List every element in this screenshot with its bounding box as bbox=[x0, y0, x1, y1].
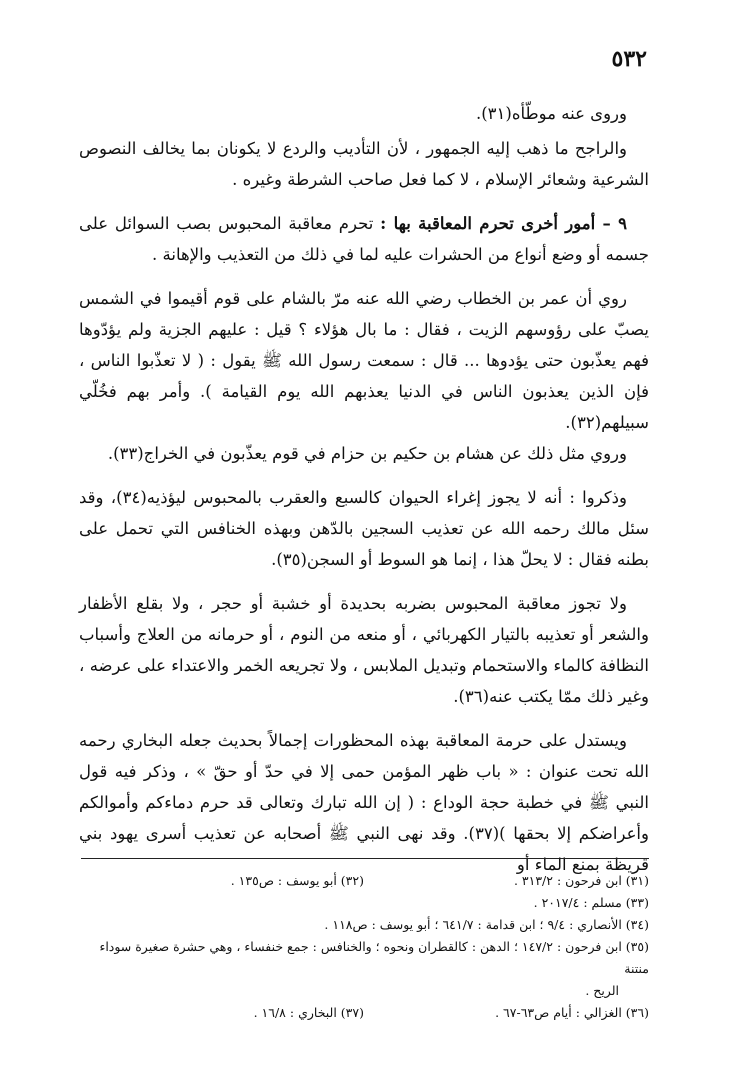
footnote-33: (٣٣) مسلم : ٢٠١٧/٤ . bbox=[533, 895, 649, 910]
paragraph: روي أن عمر بن الخطاب رضي الله عنه مرّ بالشام على قوم أقيموا في الشمس يصبّ على رؤوسهم الزيت ، فقال : ما بال هؤلاء ؟ قيل : عليهم الجزية ولم يؤدّوها فهم يعذّبون حتى يؤدوها ... قال : سمعت رسول الله ﷺ يقول : ( لا تعذّبوا الناس ، فإن الذين يعذبون الناس في الدنيا يعذبهم الله يوم القيامة ). وأمر بهم فخُلّي سبيلهم(٣٢). bbox=[79, 289, 649, 432]
footnote-34: (٣٤) الأنصاري : ٩/٤ ؛ ابن قدامة : ٦٤١/٧ ؛ أبو يوسف : ص١١٨ . bbox=[324, 917, 649, 932]
footnote-divider bbox=[81, 858, 649, 859]
paragraph-with-heading bbox=[79, 208, 649, 270]
footnote-35: (٣٥) ابن فرحون : ١٤٧/٢ ؛ الدهن : كالقطران ونحوه ؛ والخنافس : جمع خنفساء ، وهي حشرة صغيرة سوداء منتنة bbox=[99, 939, 649, 976]
paragraph: ويستدل على حرمة المعاقبة بهذه المحظورات إجمالاً بحديث جعله البخاري رحمه الله تحت عنوان : « باب ظهر المؤمن حمى إلا في حدّ أو حقّ » ، وذكر فيه قول النبي ﷺ في خطبة حجة الوداع : ( إن الله تبارك وتعالى قد حرم دماءكم وأموالكم وأعراضكم إلا بحقها )(٣٧). وقد نهى النبي ﷺ أصحابه عن تعذيب أسرى يهود بني قريظة بمنع الماء أو bbox=[79, 731, 649, 874]
footnote-row bbox=[79, 870, 649, 892]
main-text bbox=[79, 98, 649, 893]
footnote-32: (٣٢) أبو يوسف : ص١٣٥ . bbox=[230, 873, 364, 888]
paragraph-text: تحرم معاقبة المحبوس بصب السوائل على جسمه أو وضع أنواع من الحشرات عليه لما في ذلك من التعذيب والإهانة . bbox=[79, 214, 649, 264]
footnote-row bbox=[79, 980, 649, 1002]
paragraph: وروي مثل ذلك عن هشام بن حكيم بن حزام في قوم يعذّبون في الخراج(٣٣). bbox=[107, 444, 627, 463]
footnote-37: (٣٧) البخاري : ١٦/٨ . bbox=[253, 1005, 364, 1020]
paragraph: ولا تجوز معاقبة المحبوس بضربه بحديدة أو خشبة أو حجر ، ولا بقلع الأظفار والشعر أو تعذيبه بالتيار الكهربائي ، أو منعه من النوم ، أو حرمانه من العلاج وأسباب النظافة كالماء والاستحمام وتبديل الملابس ، ولا تجريعه الخمر والاعتداء على عرضه ، وغير ذلك ممّا يكتب عنه(٣٦). bbox=[79, 594, 649, 706]
footnote-35-continuation: الريح . bbox=[585, 983, 619, 998]
footnote-31: (٣١) ابن فرحون : ٣١٣/٢ . bbox=[513, 873, 649, 888]
paragraph: وذكروا : أنه لا يجوز إغراء الحيوان كالسبع والعقرب بالمحبوس ليؤذيه(٣٤)، وقد سئل مالك رحمه الله عن تعذيب السجين بالدّهن وبهذه الخنافس التي تحمل على بطنه فقال : لا يحلّ هذا ، إنما هو السوط أو السجن(٣٥). bbox=[79, 488, 649, 569]
footnote-36: (٣٦) الغزالي : أيام ص٦٣-٦٧ . bbox=[495, 1005, 649, 1020]
paragraph: وروى عنه موطّأه(٣١). bbox=[475, 104, 627, 123]
page-number: ٥٣٢ bbox=[611, 46, 647, 72]
paragraph: والراجح ما ذهب إليه الجمهور ، لأن التأديب والردع لا يكونان بما يخالف النصوص الشرعية وشعائر الإسلام ، لا كما فعل صاحب الشرطة وغيره . bbox=[79, 139, 649, 189]
section-heading: ٩ – أمور أخرى تحرم المعاقبة بها : bbox=[380, 214, 627, 233]
footnote-row bbox=[79, 892, 649, 914]
footnote-row bbox=[79, 936, 649, 980]
footnote-row bbox=[79, 914, 649, 936]
footnote-row bbox=[79, 1002, 649, 1024]
footnotes bbox=[79, 870, 649, 1024]
